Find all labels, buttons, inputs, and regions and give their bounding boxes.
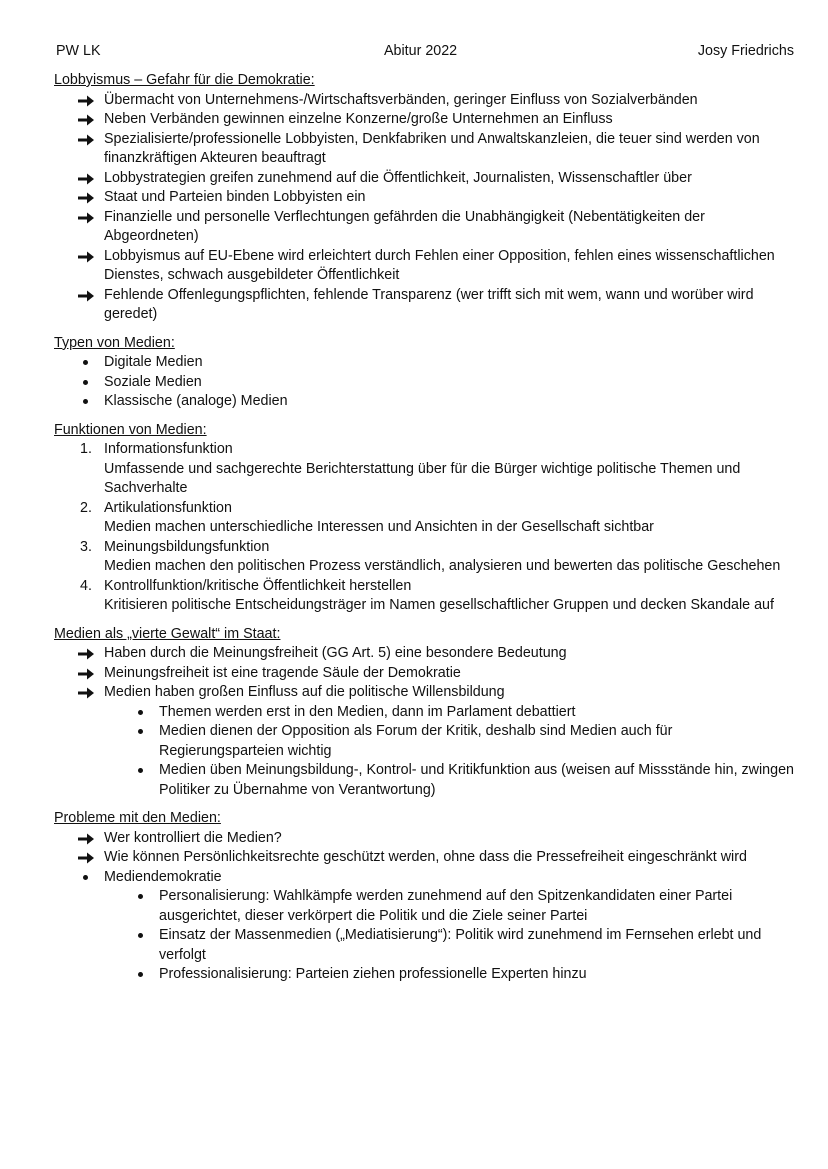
section-title: Typen von Medien: [54,334,175,351]
item-number: 2. [80,499,92,516]
item-heading: Informationsfunktion [104,441,233,457]
list-item: Meinungsfreiheit ist eine tragende Säule der Demokratie [54,664,799,684]
arrow-right-icon [78,833,94,845]
bullet-icon [83,360,88,365]
list-item: Soziale Medien [54,373,799,393]
item-text: Medien machen den politischen Prozess verständlich, analysieren und bewerten das politische Geschehen [104,558,781,574]
list-item [54,577,799,616]
arrow-right-icon [78,192,94,204]
bullet-icon [138,972,143,977]
section-typen-von-medien [54,334,799,412]
list-item: Übermacht von Unternehmens-/Wirtschaftsverbänden, geringer Einfluss von Sozialverbänden [54,91,799,111]
list-item: Wie können Persönlichkeitsrechte geschützt werden, ohne dass die Pressefreiheit eingeschränkt wird [54,848,799,868]
list-item: Themen werden erst in den Medien, dann im Parlament debattiert [54,703,799,723]
list-item: Einsatz der Massenmedien („Mediatisierung“): Politik wird zunehmend im Fernsehen erlebt und verfolgt [54,926,799,965]
page-header [56,43,794,63]
arrow-list [54,829,799,888]
arrow-right-icon [78,852,94,864]
numbered-list [54,440,799,616]
arrow-right-icon [78,134,94,146]
list-item [54,499,799,538]
item-heading: Artikulationsfunktion [104,499,232,516]
section-title: Funktionen von Medien: [54,421,207,438]
document-body [54,71,799,994]
bullet-icon [138,933,143,938]
bullet-icon [83,399,88,404]
bullet-icon [138,710,143,715]
list-item: Wer kontrolliert die Medien? [54,829,799,849]
section-lobbyismus [54,71,799,325]
list-item [54,440,799,499]
arrow-right-icon [78,290,94,302]
item-text: Medien machen unterschiedliche Interessen und Ansichten in der Gesellschaft sichtbar [104,519,654,535]
item-number: 4. [80,577,92,594]
list-item: Finanzielle und personelle Verflechtungen gefährden die Unabhängigkeit (Nebentätigkeiten der Abgeordneten) [54,208,799,247]
bullet-icon [138,894,143,899]
list-item: Lobbystrategien greifen zunehmend auf die Öffentlichkeit, Journalisten, Wissenschaftler über [54,169,799,189]
item-heading: Meinungsbildungsfunktion [104,538,270,555]
item-number: 3. [80,538,92,555]
item-text: Umfassende und sachgerechte Berichterstattung über für die Bürger wichtige politische Themen und Sachverhalte [104,460,741,496]
bullet-icon [138,729,143,734]
list-item: Lobbyismus auf EU-Ebene wird erleichtert durch Fehlen einer Opposition, fehlen eines wissenschaftlichen Dienstes, schwach ausgebildeter Öffentlichkeit [54,247,799,286]
list-item: Personalisierung: Wahlkämpfe werden zunehmend auf den Spitzenkandidaten einer Partei ausgerichtet, dieser verkörpert die Politik und die Ziele seiner Partei [54,887,799,926]
bullet-icon [83,380,88,385]
arrow-right-icon [78,687,94,699]
section-funktionen-von-medien [54,421,799,616]
list-item: Klassische (analoge) Medien [54,392,799,412]
arrow-right-icon [78,668,94,680]
section-title: Probleme mit den Medien: [54,810,221,826]
item-number: 1. [80,441,92,457]
arrow-list [54,644,799,703]
list-item [54,538,799,577]
list-item: Mediendemokratie [54,868,799,888]
arrow-right-icon [78,114,94,126]
list-item: Medien dienen der Opposition als Forum der Kritik, deshalb sind Medien auch für Regierungsparteien wichtig [54,722,799,761]
section-probleme-mit-medien [54,809,799,985]
list-item: Staat und Parteien binden Lobbyisten ein [54,188,799,208]
section-vierte-gewalt [54,625,799,801]
list-item: Fehlende Offenlegungspflichten, fehlende Transparenz (wer trifft sich mit wem, wann und worüber wird geredet) [54,286,799,325]
list-item: Spezialisierte/professionelle Lobbyisten, Denkfabriken und Anwaltskanzleien, die teuer sind werden von finanzkräftigen Akteuren beauftragt [54,130,799,169]
list-item: Haben durch die Meinungsfreiheit (GG Art. 5) eine besondere Bedeutung [54,644,799,664]
section-title: Medien als „vierte Gewalt“ im Staat: [54,625,281,642]
list-item: Medien üben Meinungsbildung-, Kontrol- und Kritikfunktion aus (weisen auf Missstände hin, zwingen Politiker zu Übernahme von Verantwortung) [54,761,799,800]
header-author: Josy Friedrichs [697,43,794,59]
arrow-right-icon [78,648,94,660]
header-course: PW LK [56,43,101,59]
section-title: Lobbyismus – Gefahr für die Demokratie: [54,72,315,88]
arrow-list [54,91,799,325]
arrow-right-icon [78,212,94,224]
list-item: Medien haben großen Einfluss auf die politische Willensbildung [54,683,799,703]
list-item: Neben Verbänden gewinnen einzelne Konzerne/große Unternehmen an Einfluss [54,110,799,130]
list-item: Professionalisierung: Parteien ziehen professionelle Experten hinzu [54,965,799,985]
sub-bullet-list [54,703,799,801]
bullet-icon [83,875,88,880]
list-item: Digitale Medien [54,353,799,373]
header-exam: Abitur 2022 [384,43,458,59]
sub-bullet-list [54,887,799,985]
arrow-right-icon [78,173,94,185]
bullet-icon [138,768,143,773]
arrow-right-icon [78,95,94,107]
arrow-right-icon [78,251,94,263]
item-text: Kritisieren politische Entscheidungsträger im Namen gesellschaftlicher Gruppen und decken Skandale auf [104,597,774,613]
item-heading: Kontrollfunktion/kritische Öffentlichkeit herstellen [104,577,412,594]
bullet-list [54,353,799,412]
